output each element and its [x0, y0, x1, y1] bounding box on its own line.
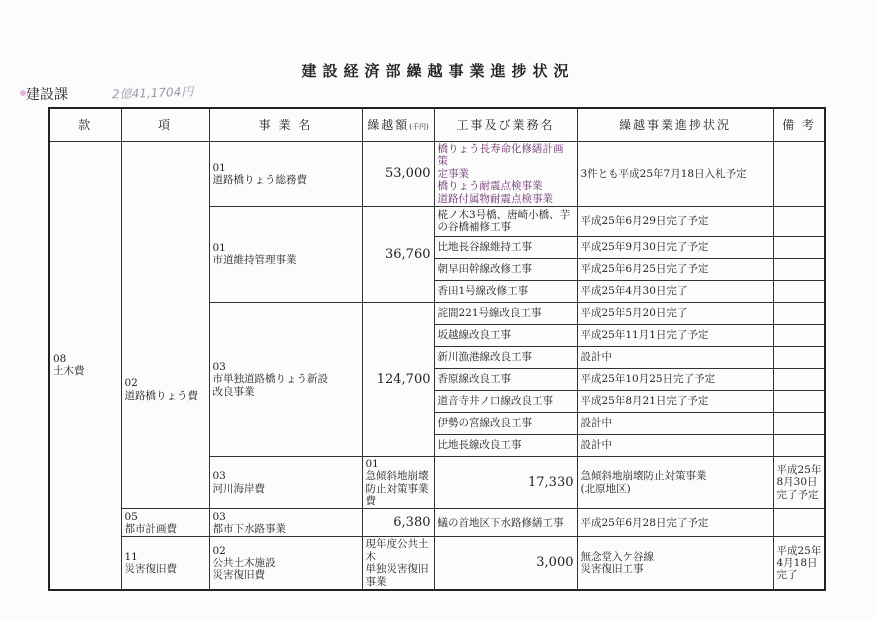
header-row	[49, 108, 825, 142]
work-cell: 無念堂入ケ谷線 災害復旧工事	[577, 537, 773, 590]
amount-cell: 124,700	[362, 302, 434, 456]
status-cell: 平成25年10月25日完了予定	[577, 368, 773, 390]
remarks-cell	[773, 302, 825, 324]
remarks-cell	[773, 258, 825, 280]
amount-cell: 3,000	[434, 537, 577, 590]
header-kou: 項	[121, 108, 209, 142]
table-row	[49, 537, 825, 590]
work-cell: 坂越線改良工事	[434, 324, 577, 346]
handwritten-note: 2億41,1704円	[111, 84, 194, 102]
work-cell: 急傾斜地崩壊防止対策事業 (北原地区)	[577, 456, 773, 509]
amount-cell: 53,000	[362, 142, 434, 207]
status-cell: 平成25年6月25日完了予定	[577, 258, 773, 280]
kou-cell-river: 03 河川海岸費	[209, 456, 362, 509]
kan-cell-disaster: 11 災害復旧費	[121, 537, 209, 590]
work-cell: 蟻の首地区下水路修繕工事	[434, 509, 577, 537]
remarks-cell	[773, 390, 825, 412]
project-cell: 01 市道維持管理事業	[209, 206, 362, 302]
table-row	[49, 509, 825, 537]
work-cell: 詫間221号線改良工事	[434, 302, 577, 324]
status-cell: 平成25年8月30日完了予定	[773, 456, 825, 509]
header-works: 工事及び業務名	[434, 108, 577, 142]
status-cell: 設計中	[577, 412, 773, 434]
remarks-cell	[773, 206, 825, 236]
work-cell: 比地長線改良工事	[434, 434, 577, 456]
project-cell: 03 市単独道路橋りょう新設 改良事業	[209, 302, 362, 456]
remarks-cell	[773, 346, 825, 368]
remarks-cell	[773, 142, 825, 207]
amount-cell: 36,760	[362, 206, 434, 302]
status-cell: 平成25年5月20日完了	[577, 302, 773, 324]
status-cell: 平成25年6月29日完了予定	[577, 206, 773, 236]
work-cell: 道音寺井ノ口線改良工事	[434, 390, 577, 412]
work-cell: 香田1号線改修工事	[434, 280, 577, 302]
remarks-cell	[773, 368, 825, 390]
status-cell: 平成25年8月21日完了予定	[577, 390, 773, 412]
kan-cell-doboku: 08 土木費	[49, 142, 121, 590]
project-cell: 03 都市下水路事業	[209, 509, 362, 537]
status-cell: 設計中	[577, 434, 773, 456]
project-cell: 現年度公共土木 単独災害復旧事業	[362, 537, 434, 590]
work-cell: 椛ノ木3号橋、唐崎小橋、芋 の谷橋補修工事	[434, 206, 577, 236]
work-cell: 朝早田幹線改修工事	[434, 258, 577, 280]
remarks-cell	[773, 509, 825, 537]
amount-cell: 17,330	[434, 456, 577, 509]
document-title: 建設経済部繰越事業進捗状況	[301, 62, 575, 80]
work-cell: 橋りょう長寿命化修繕計画策 定事業 橋りょう耐震点検事業 道路付属物耐震点検事業	[434, 142, 577, 207]
status-cell: 平成25年9月30日完了予定	[577, 236, 773, 258]
remarks-cell	[773, 280, 825, 302]
amount-cell: 6,380	[362, 509, 434, 537]
header-remarks: 備 考	[773, 108, 825, 142]
kou-cell-road: 02 道路橋りょう費	[121, 142, 209, 509]
work-cell: 比地長谷線維持工事	[434, 236, 577, 258]
status-cell: 設計中	[577, 346, 773, 368]
department-label: 建設課	[26, 87, 68, 103]
progress-table	[48, 107, 826, 591]
table-row	[49, 142, 825, 207]
header-progress: 繰越事業進捗状況	[577, 108, 773, 142]
status-cell: 平成25年4月30日完了	[577, 280, 773, 302]
header-jigyo: 事 業 名	[209, 108, 362, 142]
status-cell: 平成25年4月18日完了	[773, 537, 825, 590]
remarks-cell	[773, 412, 825, 434]
header-amount: 繰越額(千円)	[362, 108, 434, 142]
kou-cell-city: 05 都市計画費	[121, 509, 209, 537]
status-cell: 3件とも平成25年7月18日入札予定	[577, 142, 773, 207]
header-kan: 款	[49, 108, 121, 142]
remarks-cell	[773, 434, 825, 456]
work-cell: 新川漁港線改良工事	[434, 346, 577, 368]
kou-cell-disaster: 02 公共土木施設 災害復旧費	[209, 537, 362, 590]
work-cell: 伊勢の宮線改良工事	[434, 412, 577, 434]
project-cell: 01 道路橋りょう総務費	[209, 142, 362, 207]
remarks-cell	[773, 324, 825, 346]
remarks-cell	[773, 236, 825, 258]
status-cell: 平成25年6月28日完了予定	[577, 509, 773, 537]
status-cell: 平成25年11月1日完了予定	[577, 324, 773, 346]
project-cell: 01 急傾斜地崩壊防止対策事業費	[362, 456, 434, 509]
work-cell: 香原線改良工事	[434, 368, 577, 390]
